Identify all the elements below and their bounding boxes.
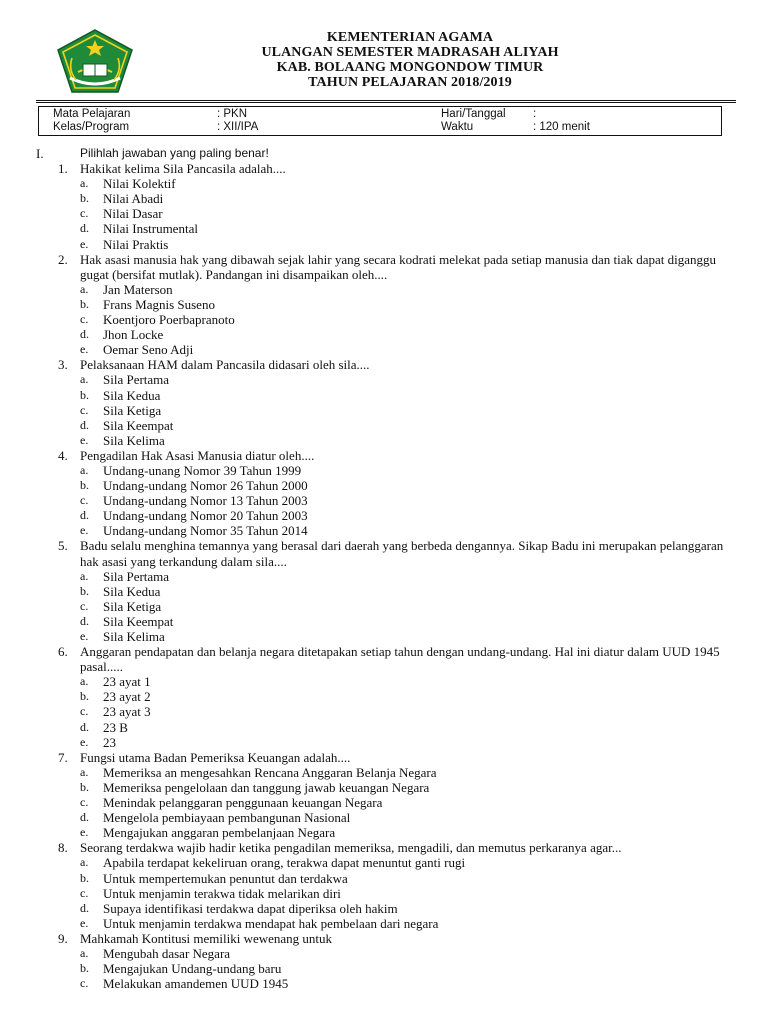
answer-option: [0, 176, 768, 191]
question-text: Hak asasi manusia hak yang dibawah sejak lahir yang secara kodrati melekat pada setiap manusia dan tiak dapat diganggu gugat (bersifat mutlak). Pandangan ini disampaikan oleh....: [80, 251, 717, 282]
option-letter: c.: [80, 402, 89, 417]
header-line: KAB. BOLAANG MONGONDOW TIMUR: [276, 60, 544, 75]
option-letter: c.: [80, 312, 89, 327]
answer-option: [0, 871, 768, 886]
option-letter: a.: [80, 462, 89, 477]
option-text: Sila Ketiga: [103, 402, 162, 418]
option-text: Undang-undang Nomor 13 Tahun 2003: [103, 493, 308, 509]
option-text: Mengubah dasar Negara: [103, 945, 231, 961]
option-text: Oemar Seno Adji: [103, 342, 194, 358]
header-divider: [36, 100, 736, 101]
option-letter: d.: [80, 508, 89, 523]
answer-option: [0, 976, 768, 991]
option-text: Sila Ketiga: [103, 598, 162, 614]
header-line: TAHUN PELAJARAN 2018/2019: [308, 75, 512, 90]
question-number: 7.: [58, 749, 68, 765]
option-letter: b.: [80, 583, 89, 598]
answer-option: [0, 327, 768, 342]
option-letter: e.: [80, 915, 89, 930]
option-text: Menindak pelanggaran penggunaan keuangan Negara: [103, 795, 383, 811]
option-text: Untuk menjamin terakwa tidak melarikan diri: [103, 885, 341, 901]
question: [0, 840, 768, 855]
answer-option: [0, 765, 768, 780]
option-letter: e.: [80, 734, 89, 749]
answer-option: [0, 342, 768, 357]
option-letter: c.: [80, 598, 89, 613]
answer-option: [0, 463, 768, 478]
option-letter: e.: [80, 236, 89, 251]
question-text: Mahkamah Kontitusi memiliki wewenang untuk: [80, 930, 333, 946]
option-letter: c.: [80, 885, 89, 900]
answer-option: [0, 901, 768, 916]
option-text: Koentjoro Poerbapranoto: [103, 312, 235, 328]
option-text: 23 ayat 3: [103, 704, 151, 720]
option-text: Sila Kelima: [103, 432, 165, 448]
option-letter: e.: [80, 825, 89, 840]
option-letter: b.: [80, 478, 89, 493]
answer-option: [0, 282, 768, 297]
question-text: Badu selalu menghina temannya yang berasal dari daerah yang berbeda dengannya. Sikap Badu ini merupakan pelanggaran hak asasi yang terkandung dalam sila....: [80, 538, 724, 569]
option-letter: d.: [80, 327, 89, 342]
option-letter: b.: [80, 961, 89, 976]
option-letter: a.: [80, 855, 89, 870]
option-text: 23 ayat 1: [103, 674, 151, 690]
question-number: 4.: [58, 447, 68, 463]
answer-option: [0, 810, 768, 825]
answer-option: [0, 946, 768, 961]
option-letter: e.: [80, 629, 89, 643]
option-letter: e.: [80, 523, 89, 538]
answer-option: [0, 961, 768, 976]
answer-option: [0, 388, 768, 403]
answer-option: [0, 689, 768, 704]
answer-option: [0, 720, 768, 735]
answer-option: [0, 629, 768, 644]
option-text: Jan Materson: [103, 281, 173, 297]
subject-label: Mata Pelajaran: [53, 108, 131, 120]
question: [0, 538, 768, 568]
answer-option: [0, 508, 768, 523]
header-line: ULANGAN SEMESTER MADRASAH ALIYAH: [261, 45, 559, 60]
option-letter: a.: [80, 674, 89, 689]
option-letter: c.: [80, 493, 89, 508]
option-text: Undang-undang Nomor 35 Tahun 2014: [103, 523, 308, 539]
option-letter: c.: [80, 206, 89, 221]
question: [0, 161, 768, 176]
answer-option: [0, 795, 768, 810]
day-label: Hari/Tanggal: [441, 108, 506, 120]
option-letter: c.: [80, 704, 89, 719]
option-letter: d.: [80, 417, 89, 432]
section-heading: [0, 146, 768, 161]
option-text: Mengajukan Undang-undang baru: [103, 961, 282, 977]
option-text: Sila Pertama: [103, 568, 170, 584]
option-text: Undang-undang Nomor 20 Tahun 2003: [103, 508, 308, 524]
answer-option: [0, 569, 768, 584]
answer-option: [0, 599, 768, 614]
header-divider: [36, 102, 736, 103]
option-text: Nilai Praktis: [103, 236, 169, 252]
option-letter: b.: [80, 689, 89, 704]
option-letter: b.: [80, 779, 89, 794]
class-label: Kelas/Program: [53, 121, 130, 133]
answer-option: [0, 780, 768, 795]
header-line: KEMENTERIAN AGAMA: [326, 30, 494, 45]
option-letter: b.: [80, 387, 89, 402]
question-text: Hakikat kelima Sila Pancasila adalah....: [80, 161, 286, 177]
day-value: :: [533, 108, 537, 120]
question-list: [0, 161, 768, 991]
answer-option: [0, 297, 768, 312]
header-titles: [160, 30, 660, 90]
question-number: 3.: [58, 357, 68, 373]
answer-option: [0, 523, 768, 538]
question-number: 9.: [58, 930, 68, 946]
question-text: Pengadilan Hak Asasi Manusia diatur oleh....: [80, 447, 315, 463]
question-number: 5.: [58, 538, 68, 554]
question: [0, 931, 768, 946]
answer-option: [0, 916, 768, 931]
option-letter: d.: [80, 613, 89, 628]
option-letter: b.: [80, 296, 89, 311]
time-value: : 120 menit: [533, 121, 590, 133]
option-text: Sila Pertama: [103, 372, 170, 388]
option-text: Melakukan amandemen UUD 1945: [103, 976, 289, 992]
option-text: Untuk menjamin terdakwa mendapat hak pembelaan dari negara: [103, 915, 439, 931]
option-text: 23 B: [103, 719, 128, 735]
option-text: Sila Keempat: [103, 613, 174, 629]
question-number: 6.: [58, 644, 68, 660]
question: [0, 448, 768, 463]
answer-option: [0, 312, 768, 327]
answer-option: [0, 237, 768, 252]
answer-option: [0, 433, 768, 448]
option-letter: c.: [80, 795, 89, 810]
option-text: Frans Magnis Suseno: [103, 296, 215, 312]
class-value: : XII/IPA: [217, 121, 259, 133]
option-text: Mengajukan anggaran pembelanjaan Negara: [103, 825, 336, 841]
question: [0, 750, 768, 765]
option-letter: b.: [80, 191, 89, 206]
answer-option: [0, 735, 768, 750]
option-letter: d.: [80, 719, 89, 734]
answer-option: [0, 493, 768, 508]
question: [0, 357, 768, 372]
exam-info-box: [38, 106, 722, 136]
option-text: Memeriksa an mengesahkan Rencana Anggaran Belanja Negara: [103, 764, 437, 780]
question: [0, 252, 768, 282]
kementerian-agama-emblem-icon: [56, 28, 134, 94]
subject-value: : PKN: [217, 108, 248, 120]
question-text: Fungsi utama Badan Pemeriksa Keuangan adalah....: [80, 749, 351, 765]
answer-option: [0, 855, 768, 870]
option-letter: a.: [80, 568, 89, 583]
option-text: Sila Keempat: [103, 417, 174, 433]
answer-option: [0, 886, 768, 901]
option-letter: a.: [80, 372, 89, 387]
answer-option: [0, 825, 768, 840]
time-label: Waktu: [441, 121, 474, 133]
option-letter: b.: [80, 870, 89, 885]
answer-option: [0, 674, 768, 689]
answer-option: [0, 704, 768, 719]
option-text: Nilai Kolektif: [103, 176, 176, 192]
option-text: Nilai Dasar: [103, 206, 163, 222]
option-letter: d.: [80, 900, 89, 915]
answer-option: [0, 478, 768, 493]
section-instruction: Pilihlah jawaban yang paling benar!: [80, 146, 269, 160]
option-text: Jhon Locke: [103, 327, 164, 343]
option-text: Mengelola pembiayaan pembangunan Nasional: [103, 810, 351, 826]
option-text: Nilai Abadi: [103, 191, 164, 207]
answer-option: [0, 584, 768, 599]
answer-option: [0, 221, 768, 236]
document-header: [0, 28, 768, 100]
option-letter: e.: [80, 342, 89, 357]
option-text: Apabila terdapat kekeliruan orang, terakwa dapat menuntut ganti rugi: [103, 855, 466, 871]
option-letter: d.: [80, 810, 89, 825]
option-letter: a.: [80, 764, 89, 779]
question: [0, 644, 768, 674]
option-text: Sila Kelima: [103, 629, 165, 644]
option-letter: d.: [80, 221, 89, 236]
exam-content: [0, 146, 768, 991]
option-letter: a.: [80, 176, 89, 191]
option-letter: e.: [80, 432, 89, 447]
option-text: Nilai Instrumental: [103, 221, 198, 237]
option-text: Untuk mempertemukan penuntut dan terdakwa: [103, 870, 348, 886]
option-text: 23 ayat 2: [103, 689, 151, 705]
option-text: Sila Kedua: [103, 387, 161, 403]
option-text: 23: [103, 734, 116, 750]
answer-option: [0, 403, 768, 418]
option-letter: a.: [80, 945, 89, 960]
question-number: 1.: [58, 161, 68, 177]
question-text: Pelaksanaan HAM dalam Pancasila didasari oleh sila....: [80, 357, 370, 373]
answer-option: [0, 206, 768, 221]
option-letter: a.: [80, 281, 89, 296]
section-number: I.: [36, 146, 44, 161]
question-number: 2.: [58, 251, 68, 267]
question-text: Seorang terdakwa wajib hadir ketika pengadilan memeriksa, mengadili, dan memutus perkaranya agar...: [80, 840, 622, 856]
option-text: Undang-undang Nomor 26 Tahun 2000: [103, 478, 308, 494]
option-letter: c.: [80, 976, 89, 991]
answer-option: [0, 418, 768, 433]
answer-option: [0, 614, 768, 629]
option-text: Undang-unang Nomor 39 Tahun 1999: [103, 462, 302, 478]
question-text: Anggaran pendapatan dan belanja negara ditetapakan setiap tahun dengan undang-undang. Hal ini diatur dalam UUD 1945 pasal.....: [80, 644, 720, 675]
answer-option: [0, 191, 768, 206]
option-text: Memeriksa pengelolaan dan tanggung jawab keuangan Negara: [103, 779, 430, 795]
option-text: Supaya identifikasi terdakwa dapat diperiksa oleh hakim: [103, 900, 398, 916]
answer-option: [0, 372, 768, 387]
question-number: 8.: [58, 840, 68, 856]
option-text: Sila Kedua: [103, 583, 161, 599]
